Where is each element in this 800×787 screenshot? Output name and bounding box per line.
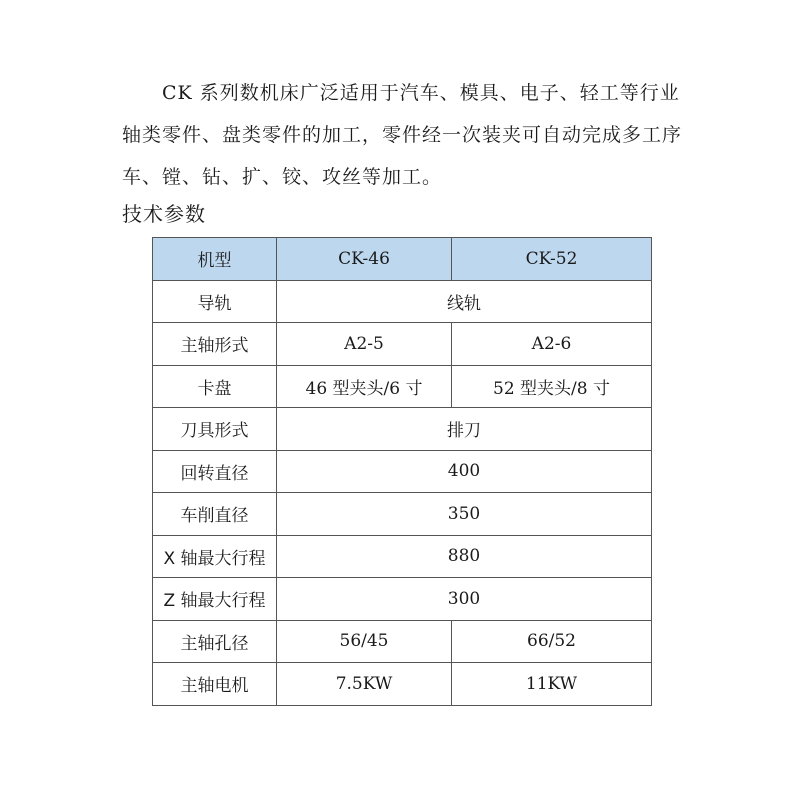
section-title: 技术参数 [122, 202, 206, 226]
row-label: 主轴孔径 [153, 620, 277, 663]
intro-paragraph [122, 72, 702, 198]
row-label: 回转直径 [153, 450, 277, 493]
row-value-ck52: 66/52 [452, 620, 652, 663]
intro-line-3: 车、镗、钻、扩、铰、攻丝等加工。 [122, 166, 443, 188]
row-label: 导轨 [153, 280, 277, 323]
table-row [153, 578, 652, 621]
row-value: 排刀 [277, 408, 652, 451]
header-model-ck46: CK-46 [277, 238, 452, 281]
row-value-ck52: A2-6 [452, 323, 652, 366]
row-value-ck46: 7.5KW [277, 663, 452, 706]
row-value: 400 [277, 450, 652, 493]
intro-line-1: CK 系列数机床广泛适用于汽车、模具、电子、轻工等行业 [162, 82, 680, 104]
header-label: 机型 [153, 238, 277, 281]
row-value: 350 [277, 493, 652, 536]
row-value-ck52: 11KW [452, 663, 652, 706]
row-label: 卡盘 [153, 365, 277, 408]
table-row [153, 663, 652, 706]
table-row [153, 408, 652, 451]
row-value-ck52: 52 型夹头/8 寸 [452, 365, 652, 408]
row-label: 车削直径 [153, 493, 277, 536]
table-row [153, 493, 652, 536]
table-row [153, 365, 652, 408]
table-row [153, 620, 652, 663]
table-row [153, 280, 652, 323]
row-value-ck46: 46 型夹头/6 寸 [277, 365, 452, 408]
row-label: 刀具形式 [153, 408, 277, 451]
row-value: 880 [277, 535, 652, 578]
row-value-ck46: 56/45 [277, 620, 452, 663]
spec-table [152, 237, 652, 706]
table-row [153, 450, 652, 493]
table-row [153, 535, 652, 578]
table-row [153, 323, 652, 366]
intro-line-2: 轴类零件、盘类零件的加工，零件经一次装夹可自动完成多工序 [122, 124, 683, 146]
row-label: 主轴形式 [153, 323, 277, 366]
row-label: 主轴电机 [153, 663, 277, 706]
row-label: X 轴最大行程 [153, 535, 277, 578]
table-header-row [153, 238, 652, 281]
row-value: 300 [277, 578, 652, 621]
row-label: Z 轴最大行程 [153, 578, 277, 621]
row-value: 线轨 [277, 280, 652, 323]
row-value-ck46: A2-5 [277, 323, 452, 366]
header-model-ck52: CK-52 [452, 238, 652, 281]
